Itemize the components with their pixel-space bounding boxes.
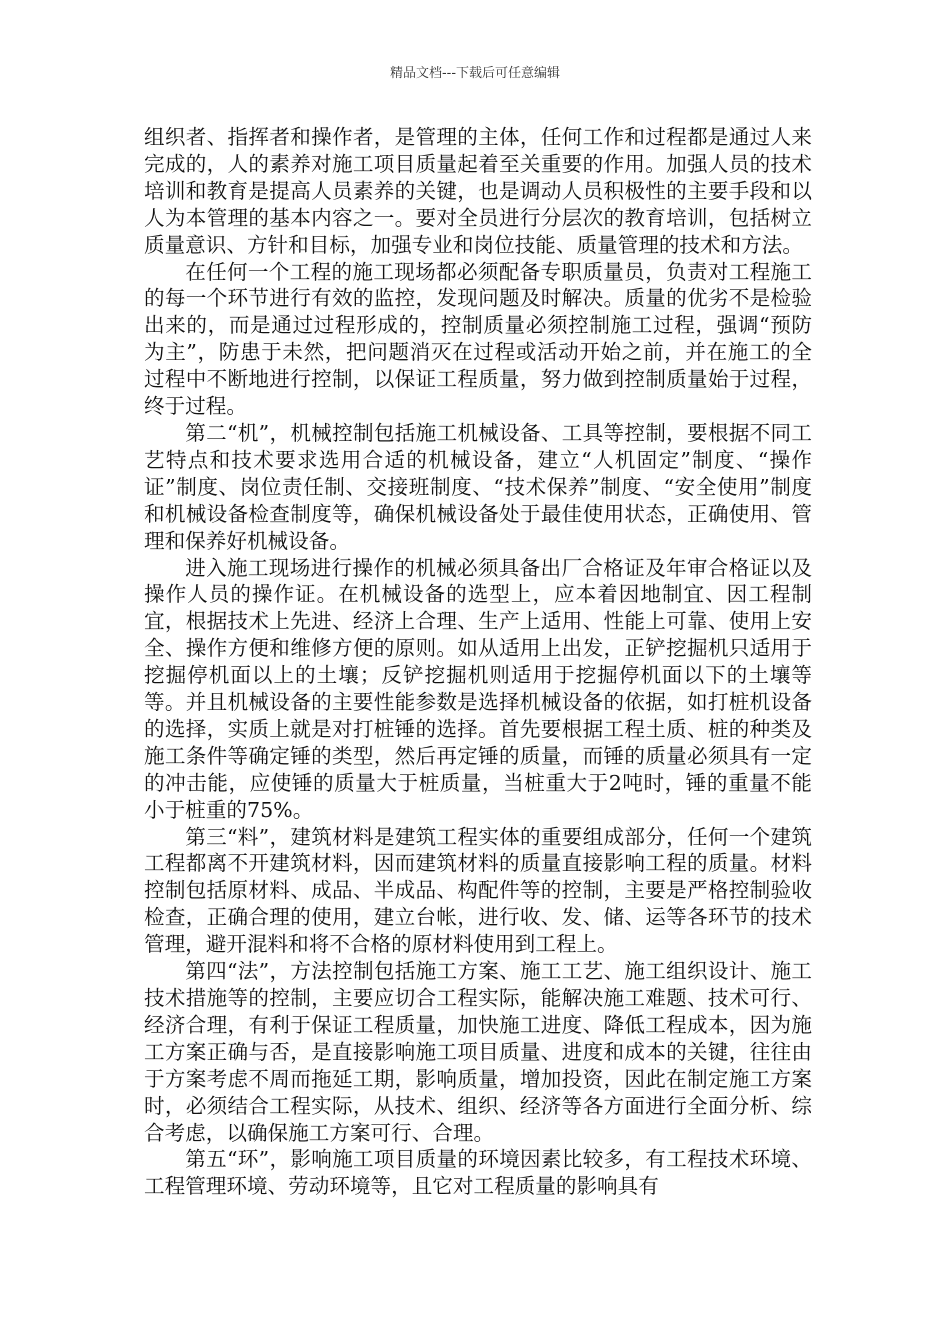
document-body [144,124,812,1200]
paragraph-3: 第二“机”，机械控制包括施工机械设备、工具等控制，要根据不同工艺特点和技术要求选用合适的机械设备，建立“人机固定”制度、“操作证”制度、岗位责任制、交接班制度、“技术保养”制度、“安全使用”制度和机械设备检查制度等，确保机械设备处于最佳使用状态，正确使用、管理和保养好机械设备。 [144,420,812,553]
paragraph-1: 组织者、指挥者和操作者，是管理的主体，任何工作和过程都是通过人来完成的，人的素养对施工项目质量起着至关重要的作用。加强人员的技术培训和教育是提高人员素养的关键，也是调动人员积极性的主要手段和以人为本管理的基本内容之一。要对全员进行分层次的教育培训，包括树立质量意识、方针和目标，加强专业和岗位技能、质量管理的技术和方法。 [144,125,812,257]
paragraph-4: 进入施工现场进行操作的机械必须具备出厂合格证及年审合格证以及操作人员的操作证。在机械设备的选型上，应本着因地制宜、因工程制宜，根据技术上先进、经济上合理、生产上适用、性能上可靠、使用上安全、操作方便和维修方便的原则。如从适用上出发，正铲挖掘机只适用于挖掘停机面以上的土壤；反铲挖掘机则适用于挖掘停机面以下的土壤等等。并且机械设备的主要性能参数是选择机械设备的依据，如打桩机设备的选择，实质上就是对打桩锤的选择。首先要根据工程土质、桩的种类及施工条件等确定锤的类型，然后再定锤的质量，而锤的质量必须具有一定的冲击能，应使锤的质量大于桩质量，当桩重大于2吨时，锤的重量不能小于桩重的75%。 [144,555,812,822]
paragraph-2: 在任何一个工程的施工现场都必须配备专职质量员，负责对工程施工的每一个环节进行有效的监控，发现问题及时解决。质量的优劣不是检验出来的，而是通过过程形成的，控制质量必须控制施工过程，强调“预防为主”，防患于未然，把问题消灭在过程或活动开始之前，并在施工的全过程中不断地进行控制，以保证工程质量，努力做到控制质量始于过程，终于过程。 [144,259,812,419]
page-header: 精品文档---下载后可任意编辑 [389,66,561,81]
paragraph-6: 第四“法”，方法控制包括施工方案、施工工艺、施工组织设计、施工技术措施等的控制，主要应切合工程实际，能解决施工难题、技术可行、经济合理，有利于保证工程质量，加快施工进度、降低工程成本，因为施工方案正确与否，是直接影响施工项目质量、进度和成本的关键，往往由于方案考虑不周而拖延工期，影响质量，增加投资，因此在制定施工方案时，必须结合工程实际，从技术、组织、经济等各方面进行全面分析、综合考虑，以确保施工方案可行、合理。 [144,959,812,1145]
paragraph-7: 第五“环”，影响施工项目质量的环境因素比较多，有工程技术环境、工程管理环境、劳动环境等，且它对工程质量的影响具有 [144,1147,812,1199]
paragraph-5: 第三“料”，建筑材料是建筑工程实体的重要组成部分，任何一个建筑工程都离不开建筑材料，因而建筑材料的质量直接影响工程的质量。材料控制包括原材料、成品、半成品、构配件等的控制，主要是严格控制验收检查，正确合理的使用，建立台帐，进行收、发、储、运等各环节的技术管理，避开混料和将不合格的原材料使用到工程上。 [144,824,812,957]
